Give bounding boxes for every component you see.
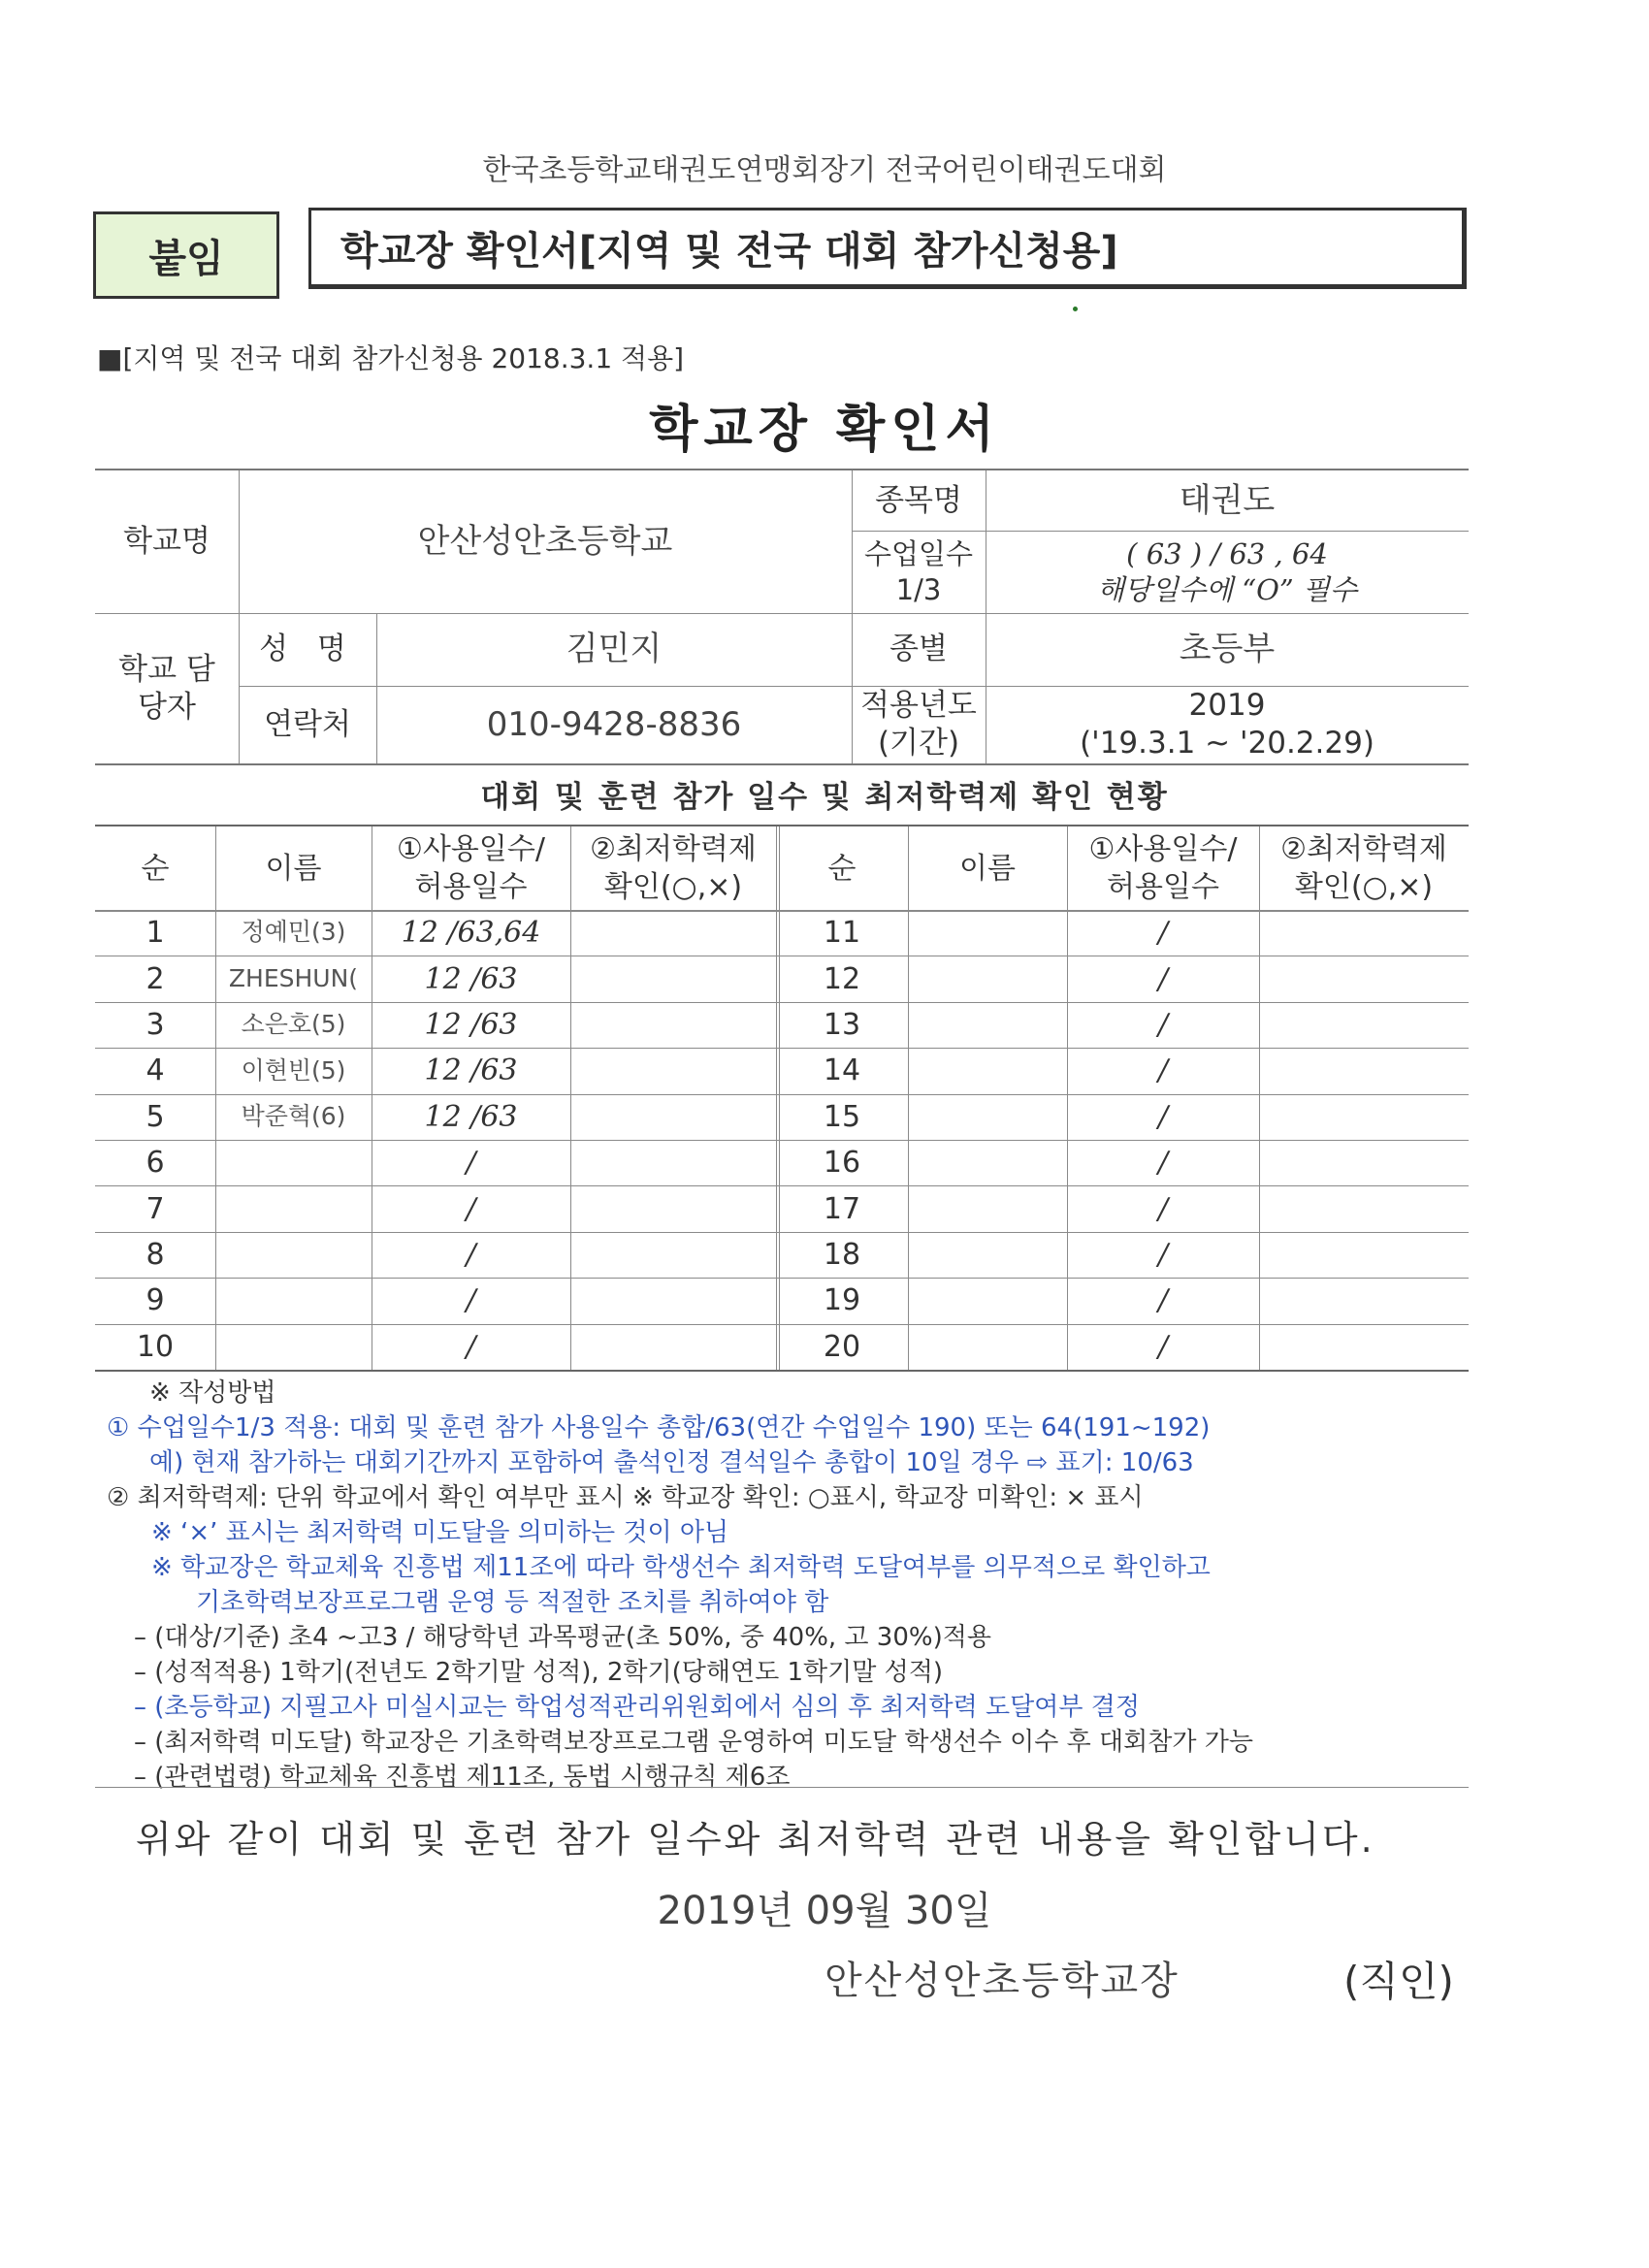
school-info-table xyxy=(95,469,1469,765)
days-used: / xyxy=(1157,1283,1169,1318)
academic-check-cell xyxy=(1259,1140,1469,1185)
days-used: 12 /63 xyxy=(424,961,518,996)
contest-caption: 한국초등학교태권도연맹회장기 전국어린이태권도대회 xyxy=(482,153,1167,187)
instruction-line-4: ※ ‘×’ 표시는 최저학력 미도달을 의미하는 것이 아님 xyxy=(151,1518,729,1547)
academic-check-cell xyxy=(1259,956,1469,1001)
student-name xyxy=(908,956,1067,1001)
student-name xyxy=(908,1324,1067,1370)
instruction-line-2: 예) 현재 참가하는 대회기간까지 포함하여 출석인정 결석일수 총합이 10일 경우 ⇨ 표기: 10/63 xyxy=(149,1448,1194,1477)
year-value-period: ('19.3.1 ~ '20.2.29) xyxy=(1080,726,1374,761)
row-number: 19 xyxy=(823,1283,861,1318)
row-number: 2 xyxy=(146,961,165,996)
academic-check-cell xyxy=(570,910,776,956)
instruction-line-3: ② 최저학력제: 단위 학교에서 확인 여부만 표시 ※ 학교장 확인: ○표시, 학교장 미확인: × 표시 xyxy=(107,1483,1144,1512)
instructions-title: ※ 작성방법 xyxy=(149,1378,276,1408)
form-note: ■[지역 및 전국 대회 참가신청용 2018.3.1 적용] xyxy=(97,342,685,374)
manager-name-label: 성 명 xyxy=(259,632,356,667)
instruction-line-9: – (초등학교) 지필고사 미실시교는 학업성적관리위원회에서 심의 후 최저학력 도달여부 결정 xyxy=(134,1693,1140,1722)
student-name xyxy=(215,1185,372,1231)
academic-check-cell xyxy=(1259,1048,1469,1093)
academic-check-cell xyxy=(570,1185,776,1231)
days-used: 12 /63 xyxy=(424,1099,518,1134)
header-check-right: ②최저학력제 확인(○,×) xyxy=(1280,832,1447,904)
academic-check-cell xyxy=(1259,910,1469,956)
footer-divider xyxy=(95,1787,1469,1788)
row-number: 20 xyxy=(823,1329,861,1364)
academic-check-cell xyxy=(570,1140,776,1185)
student-name: 박준혁(6) xyxy=(241,1102,346,1131)
academic-check-cell xyxy=(1259,1324,1469,1370)
academic-check-cell xyxy=(570,1048,776,1093)
school-days-label xyxy=(852,531,986,613)
academic-check-cell xyxy=(1259,1278,1469,1323)
days-used: / xyxy=(466,1191,476,1226)
academic-check-cell xyxy=(570,1324,776,1370)
days-used: / xyxy=(1157,1146,1169,1181)
row-number: 17 xyxy=(823,1191,861,1226)
days-used: / xyxy=(1157,1099,1169,1134)
days-used: / xyxy=(1157,916,1169,951)
contact-label: 연락처 xyxy=(264,706,351,742)
school-days-label-line2: 1/3 xyxy=(895,572,942,606)
document-title: 학교장 확인서[지역 및 전국 대회 참가신청용] xyxy=(308,208,1467,289)
category-value: 초등부 xyxy=(1179,630,1276,669)
category-label: 종별 xyxy=(889,632,948,667)
student-name: ZHESHUN( xyxy=(228,963,359,992)
row-number: 14 xyxy=(823,1053,861,1088)
header-name-left: 이름 xyxy=(265,851,322,886)
days-used: / xyxy=(466,1329,476,1364)
year-label-line2: (기간) xyxy=(877,726,960,761)
row-number: 9 xyxy=(146,1283,165,1318)
header-num-left: 순 xyxy=(141,851,170,886)
student-name xyxy=(908,1094,1067,1140)
academic-check-cell xyxy=(570,1094,776,1140)
days-used: 12 /63 xyxy=(424,1053,518,1088)
contact-value: 010-9428-8836 xyxy=(486,704,742,744)
student-name xyxy=(908,910,1067,956)
header-num-right: 순 xyxy=(827,851,857,886)
official-seal-label: (직인) xyxy=(1343,1958,1454,2005)
student-name xyxy=(908,1185,1067,1231)
row-number: 11 xyxy=(823,916,861,951)
row-number: 1 xyxy=(146,916,165,951)
student-name xyxy=(908,1140,1067,1185)
year-value xyxy=(986,686,1469,763)
academic-check-cell xyxy=(1259,1002,1469,1048)
principal-signature: 안산성안초등학교장 xyxy=(824,1959,1180,2003)
days-used: / xyxy=(466,1283,476,1318)
student-name xyxy=(908,1048,1067,1093)
student-name: 소은호(5) xyxy=(241,1010,346,1039)
header-days-right: ①사용일수/ 허용일수 xyxy=(1088,832,1238,904)
year-value-year: 2019 xyxy=(1188,688,1266,724)
student-name xyxy=(215,1232,372,1278)
instruction-line-7: – (대상/기준) 초4 ~고3 / 해당학년 과목평균(초 50%, 중 40%, 고 30%)적용 xyxy=(134,1623,991,1652)
instruction-line-6: 기초학력보장프로그램 운영 등 적절한 조치를 취하여야 함 xyxy=(196,1588,829,1617)
document-date: 2019년 09월 30일 xyxy=(657,1889,992,1933)
row-number: 13 xyxy=(823,1007,861,1042)
ink-dot xyxy=(1073,307,1078,311)
student-name: 정예민(3) xyxy=(241,918,346,947)
instruction-line-10: – (최저학력 미도달) 학교장은 기초학력보장프로그램 운영하여 미도달 학생선수 이수 후 대회참가 가능 xyxy=(134,1728,1253,1757)
student-name: 이현빈(5) xyxy=(241,1055,346,1085)
days-used: 12 /63,64 xyxy=(401,916,541,951)
school-days-ratio: ( 63 ) / 63 , 64 xyxy=(1126,537,1328,571)
days-used: / xyxy=(1157,961,1169,996)
days-used: / xyxy=(1157,1329,1169,1364)
row-number: 6 xyxy=(146,1146,165,1181)
academic-check-cell xyxy=(570,1232,776,1278)
days-used: / xyxy=(1157,1007,1169,1042)
school-name-label: 학교명 xyxy=(123,524,210,560)
row-number: 10 xyxy=(136,1329,175,1364)
manager-name-value: 김민지 xyxy=(566,630,663,669)
academic-check-cell xyxy=(570,956,776,1001)
student-name xyxy=(215,1278,372,1323)
student-name xyxy=(908,1278,1067,1323)
row-number: 5 xyxy=(146,1099,165,1134)
school-days-note: 해당일수에 “O” 필수 xyxy=(1097,572,1357,606)
row-number: 15 xyxy=(823,1099,861,1134)
header-name-right: 이름 xyxy=(959,851,1016,886)
row-number: 12 xyxy=(823,961,861,996)
academic-check-cell xyxy=(570,1278,776,1323)
year-label xyxy=(852,686,986,763)
school-days-value xyxy=(986,531,1469,613)
attendance-table-heading: 대회 및 훈련 참가 일수 및 최저학력제 확인 현황 xyxy=(480,780,1169,815)
sport-label: 종목명 xyxy=(875,482,962,518)
instruction-line-1: ① 수업일수1/3 적용: 대회 및 훈련 참가 사용일수 총합/63(연간 수업일수 190) 또는 64(191~192) xyxy=(107,1413,1211,1442)
row-number: 3 xyxy=(146,1007,165,1042)
student-name xyxy=(908,1232,1067,1278)
instruction-line-11: – (관련법령) 학교체육 진흥법 제11조, 동법 시행규칙 제6조 xyxy=(134,1763,791,1792)
sport-value: 태권도 xyxy=(1179,480,1276,520)
academic-check-cell xyxy=(1259,1232,1469,1278)
row-number: 4 xyxy=(146,1053,165,1088)
row-number: 16 xyxy=(823,1146,861,1181)
academic-check-cell xyxy=(570,1002,776,1048)
academic-check-cell xyxy=(1259,1094,1469,1140)
school-name-value: 안산성안초등학교 xyxy=(417,522,673,562)
days-used: 12 /63 xyxy=(424,1007,518,1042)
student-name xyxy=(908,1002,1067,1048)
instructions xyxy=(107,1376,1484,1795)
header-days-left: ①사용일수/ 허용일수 xyxy=(397,832,545,904)
days-used: / xyxy=(1157,1053,1169,1088)
header-check-left: ②최저학력제 확인(○,×) xyxy=(590,832,757,904)
days-used: / xyxy=(1157,1191,1169,1226)
manager-label: 학교 담당자 xyxy=(118,651,215,725)
row-number: 18 xyxy=(823,1237,861,1272)
student-name xyxy=(215,1324,372,1370)
student-name xyxy=(215,1140,372,1185)
confirmation-statement: 위와 같이 대회 및 훈련 참가 일수와 최저학력 관련 내용을 확인합니다. xyxy=(136,1818,1375,1861)
row-number: 7 xyxy=(146,1191,165,1226)
attachment-label: 붙임 xyxy=(93,211,279,299)
instruction-line-5: ※ 학교장은 학교체육 진흥법 제11조에 따라 학생선수 최저학력 도달여부를 의무적으로 확인하고 xyxy=(151,1553,1211,1582)
days-used: / xyxy=(1157,1237,1169,1272)
row-number: 8 xyxy=(146,1237,165,1272)
main-title: 학교장 확인서 xyxy=(649,401,1000,459)
days-used: / xyxy=(466,1146,476,1181)
year-label-line1: 적용년도 xyxy=(860,688,977,724)
academic-check-cell xyxy=(1259,1185,1469,1231)
school-days-label-line1: 수업일수 xyxy=(863,537,974,571)
days-used: / xyxy=(466,1237,476,1272)
attendance-table xyxy=(95,825,1469,1372)
instruction-line-8: – (성적적용) 1학기(전년도 2학기말 성적), 2학기(당해연도 1학기말 성적) xyxy=(134,1658,944,1687)
